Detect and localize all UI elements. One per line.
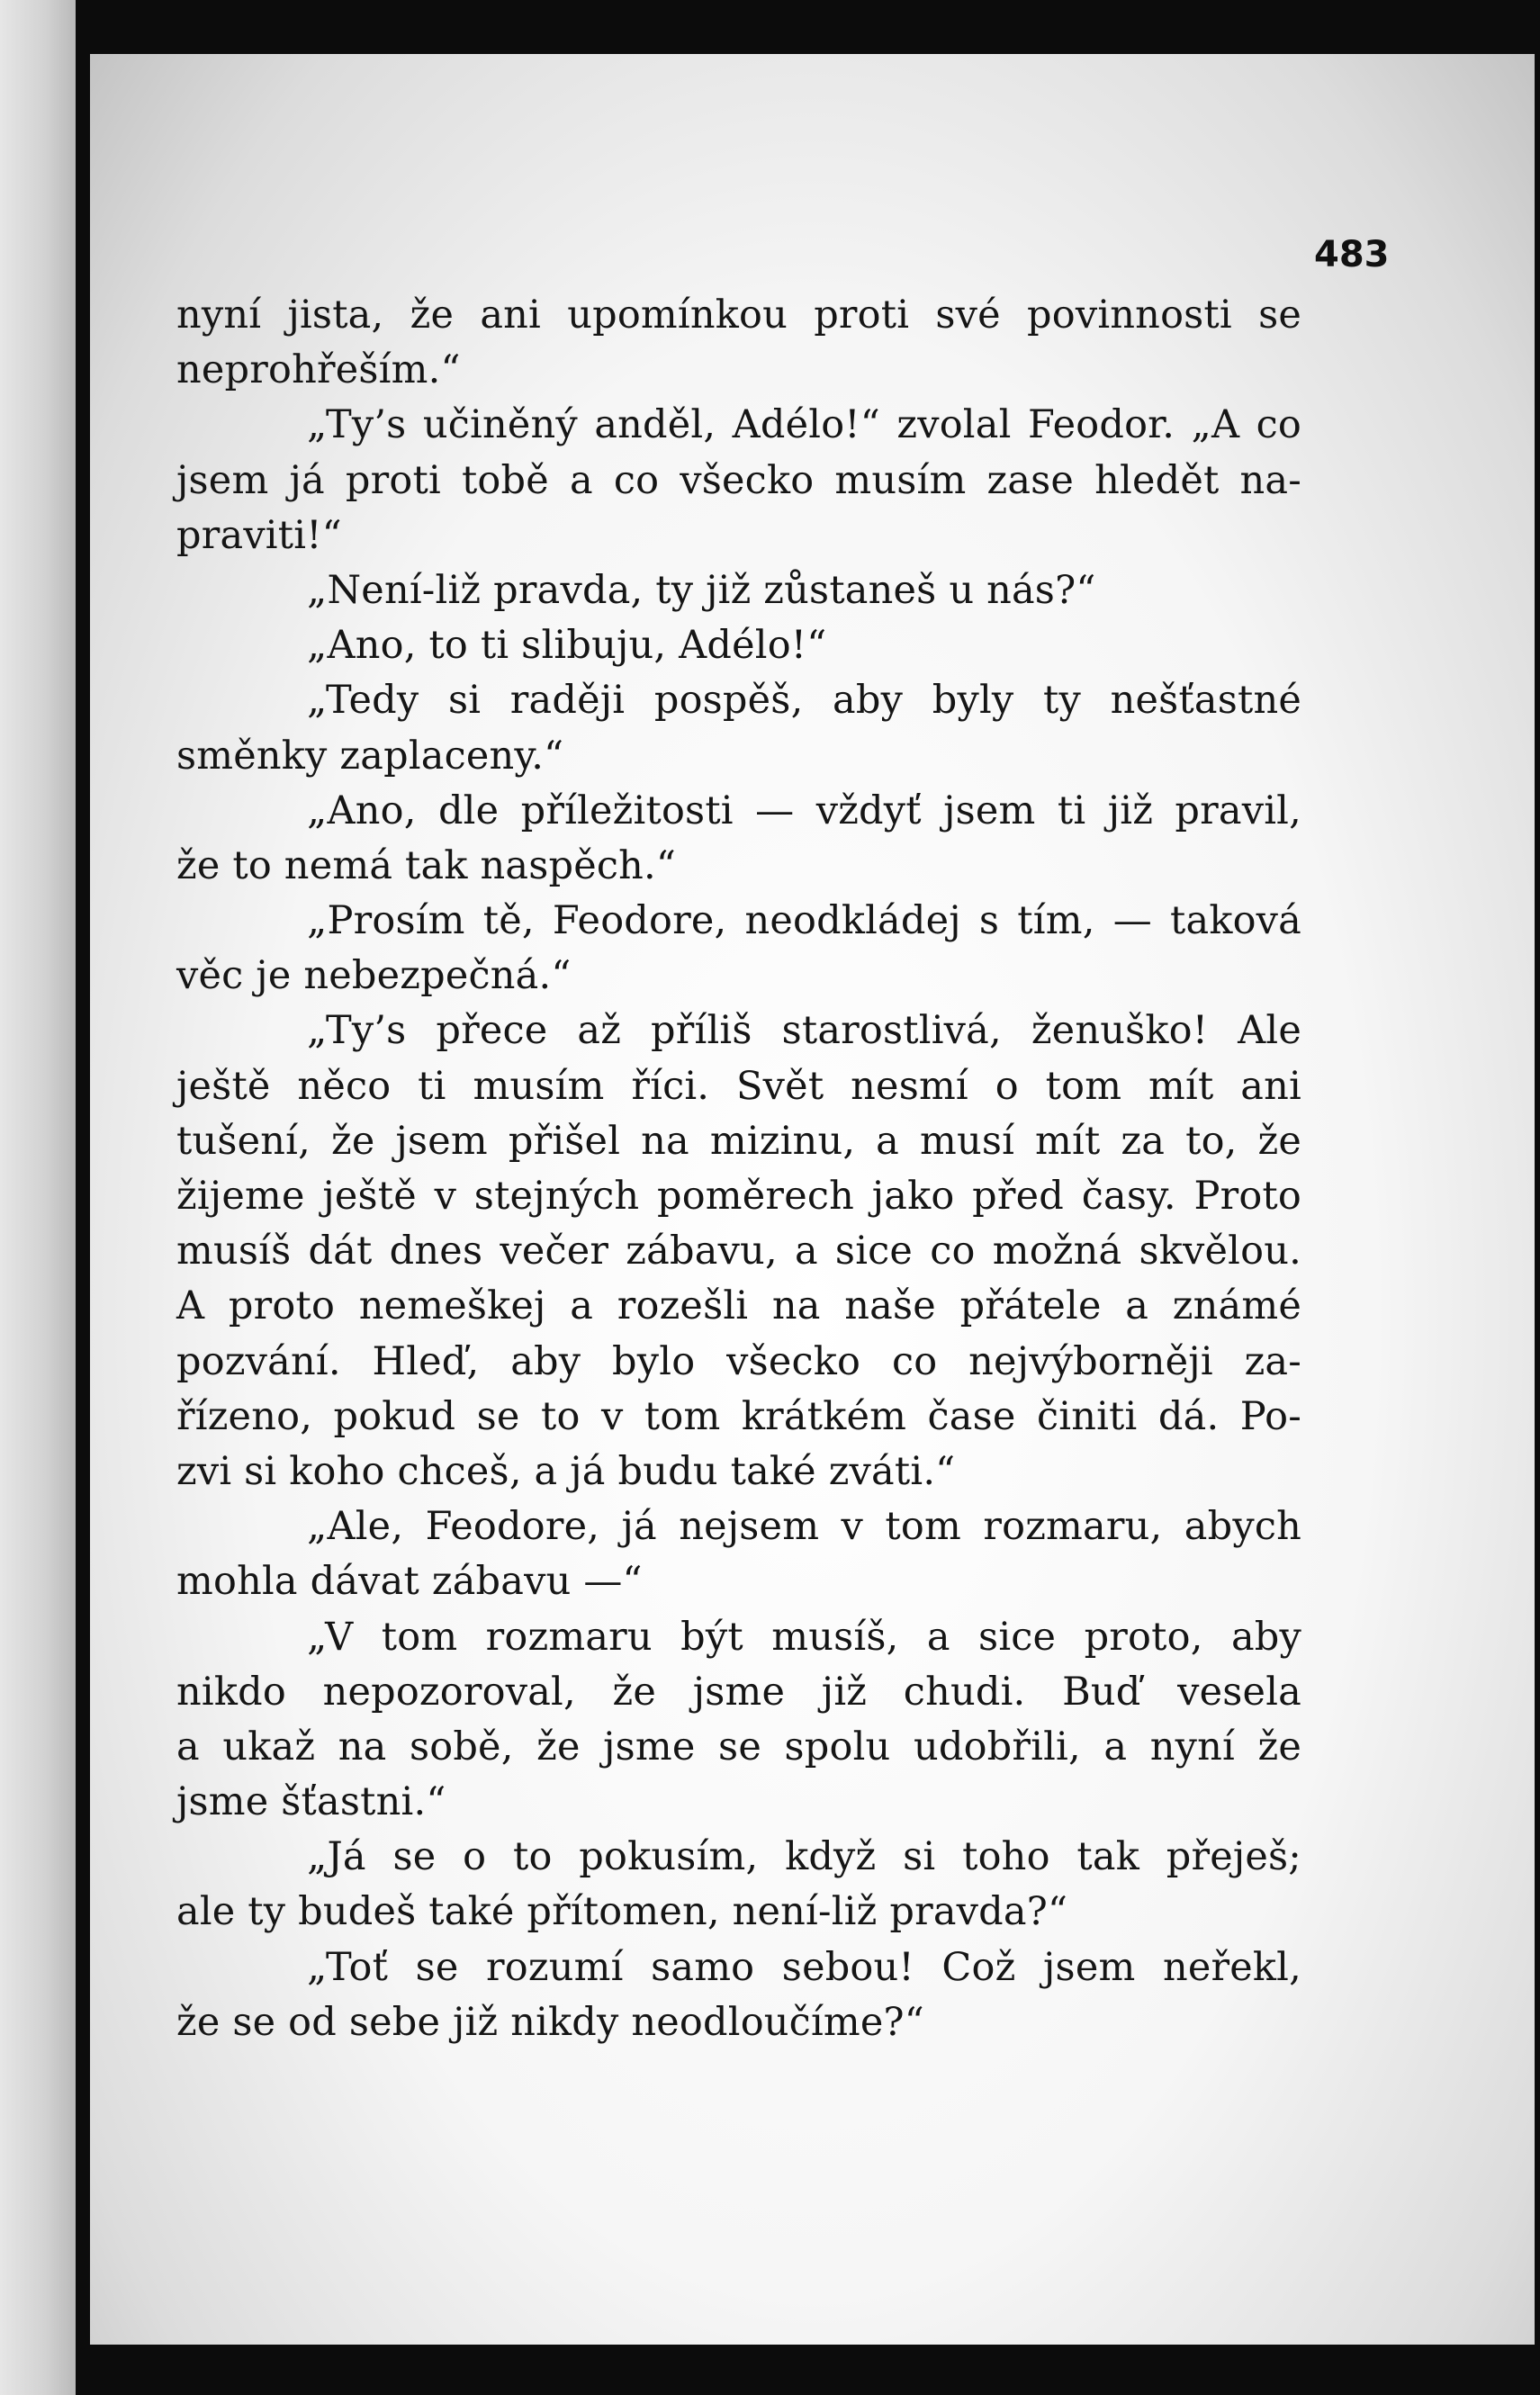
- text-line: zvi si koho chceš, a já budu také zváti.“: [176, 1448, 956, 1494]
- text-line: „Ano, dle příležitosti — vždyť jsem ti již pravil,: [307, 788, 1301, 833]
- text-line: mohla dávat zábavu —“: [176, 1559, 643, 1605]
- adjacent-page-edge: [0, 0, 76, 2395]
- text-line: a ukaž na sobě, že jsme se spolu udobřili, a nyní že: [176, 1724, 1301, 1769]
- text-line: jsem já proti tobě a co všecko musím zase hledět na-: [176, 457, 1301, 503]
- text-line: směnky zaplaceny.“: [176, 733, 564, 779]
- text-line: „Ale, Feodore, já nejsem v tom rozmaru, abych: [307, 1504, 1301, 1550]
- text-line: že to nemá tak naspěch.“: [176, 842, 677, 888]
- text-line: tušení, že jsem přišel na mizinu, a musí mít za to, že: [176, 1118, 1301, 1164]
- body-text: [176, 288, 1301, 2050]
- text-line: řízeno, pokud se to v tom krátkém čase činiti dá. Po-: [176, 1393, 1301, 1439]
- text-line: „Ty’s učiněný anděl, Adélo!“ zvolal Feodor. „A co: [307, 402, 1301, 448]
- text-line: neprohřeším.“: [176, 347, 461, 393]
- text-line: nikdo nepozoroval, že jsme již chudi. Buď vesela: [176, 1669, 1301, 1715]
- text-line: „Já se o to pokusím, když si toho tak přeješ;: [307, 1834, 1301, 1880]
- text-line: „Tedy si raději pospěš, aby byly ty nešťastné: [307, 678, 1301, 724]
- text-line: praviti!“: [176, 512, 342, 558]
- text-line: „V tom rozmaru být musíš, a sice proto, aby: [307, 1614, 1301, 1660]
- page-number: 483: [1314, 234, 1390, 275]
- text-line: „Není-liž pravda, ty již zůstaneš u nás?“: [307, 567, 1096, 613]
- text-line: žijeme ještě v stejných poměrech jako před časy. Proto: [176, 1174, 1301, 1219]
- text-line: nyní jista, že ani upomínkou proti své povinnosti se: [176, 293, 1301, 338]
- text-line: A proto nemeškej a rozešli na naše přátele a známé: [176, 1283, 1301, 1329]
- text-line: věc je nebezpečná.“: [176, 953, 572, 999]
- text-line: „Ano, to ti slibuju, Adélo!“: [307, 623, 827, 669]
- text-line: pozvání. Hleď, aby bylo všecko co nejvýborněji za-: [176, 1338, 1301, 1384]
- text-line: „Ty’s přece až příliš starostlivá, ženuško! Ale: [307, 1008, 1301, 1054]
- text-line: že se od sebe již nikdy neodloučíme?“: [176, 1999, 924, 2045]
- text-line: ještě něco ti musím říci. Svět nesmí o tom mít ani: [176, 1063, 1301, 1109]
- text-line: „Toť se rozumí samo sebou! Což jsem neřekl,: [307, 1944, 1301, 1990]
- text-line: musíš dát dnes večer zábavu, a sice co možná skvělou.: [176, 1229, 1301, 1274]
- text-line: jsme šťastni.“: [176, 1779, 446, 1825]
- text-line: ale ty budeš také přítomen, není-liž pravda?“: [176, 1889, 1068, 1935]
- text-line: „Prosím tě, Feodore, neodkládej s tím, — taková: [307, 898, 1301, 944]
